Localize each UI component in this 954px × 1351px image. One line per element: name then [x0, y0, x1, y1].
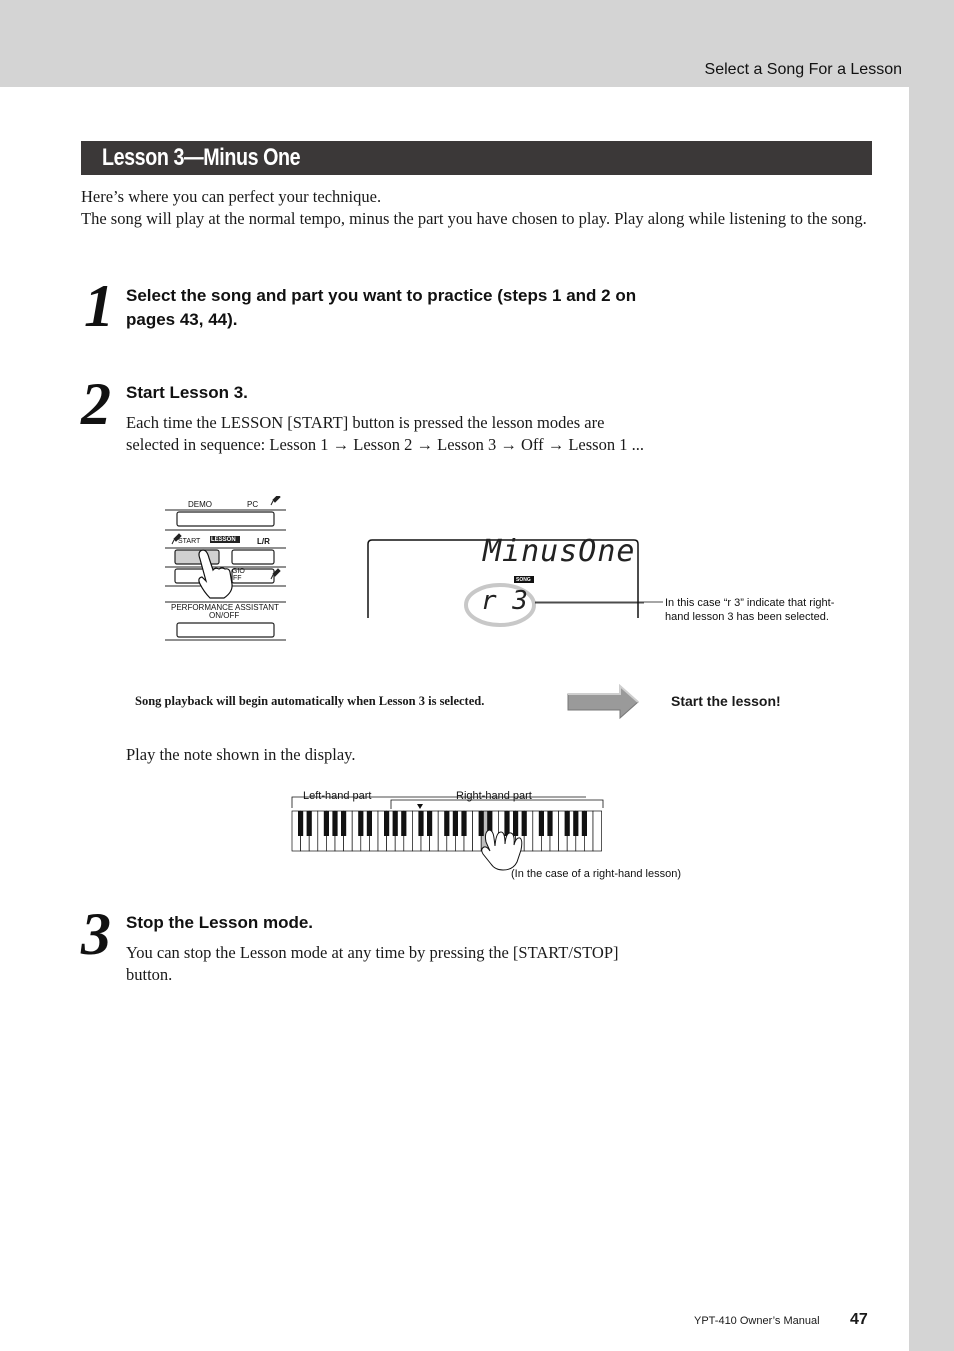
keyboard-illustration: [288, 794, 608, 876]
step-2-heading: Start Lesson 3.: [126, 383, 248, 402]
black-key: [479, 811, 484, 836]
intro-text: [81, 186, 876, 229]
button-panel-illustration: [160, 496, 290, 646]
black-key: [298, 811, 303, 836]
arpeggio-label: GIO: [232, 568, 245, 575]
black-key: [547, 811, 552, 836]
demo-label: DEMO: [188, 500, 212, 509]
black-key: [461, 811, 466, 836]
black-key: [582, 811, 587, 836]
flow-left-caption: Song playback will begin automatically when Lesson 3 is selected.: [135, 694, 485, 708]
pc-label: PC: [247, 500, 259, 509]
black-key: [513, 811, 518, 836]
case-note: (In the case of a right-hand lesson): [511, 868, 681, 880]
step-1-number: 1: [84, 273, 114, 339]
black-key: [565, 811, 570, 836]
intro-line-1: Here’s where you can perfect your technique.: [81, 187, 382, 206]
pa-button: [177, 623, 274, 637]
black-key: [367, 811, 372, 836]
annotation-leader-line: [535, 600, 665, 604]
lr-button: [232, 550, 274, 564]
flow-right-caption: Start the lesson!: [671, 693, 781, 709]
black-key: [307, 811, 312, 836]
lesson-title: Lesson 3—Minus One: [102, 144, 301, 171]
pencil-icon: [271, 496, 280, 505]
black-key: [427, 811, 432, 836]
black-key: [539, 811, 544, 836]
black-key: [358, 811, 363, 836]
step-2-number: 2: [81, 371, 111, 437]
black-key: [324, 811, 329, 836]
intro-line-2: The song will play at the normal tempo, minus the part you have chosen to play. Play along while listening to the song.: [81, 208, 867, 228]
lesson-label: LESSON: [211, 537, 236, 543]
black-key: [504, 811, 509, 836]
annotation-line-2: hand lesson 3 has been selected.: [665, 611, 829, 623]
lcd-sub-text: r 3: [481, 586, 528, 616]
step-3-number: 3: [81, 901, 111, 967]
step-3-body: You can stop the Lesson mode at any time by pressing the [START/STOP] button.: [126, 943, 619, 984]
black-key: [341, 811, 346, 836]
step-3-heading: Stop the Lesson mode.: [126, 913, 314, 932]
black-key: [522, 811, 527, 836]
black-key: [418, 811, 423, 836]
black-key: [401, 811, 406, 836]
pa-label-line1: PERFORMANCE ASSISTANT: [171, 603, 279, 612]
right-hand-label: Right-hand part: [456, 790, 532, 802]
step-2-body: Each time the LESSON [START] button is pressed the lesson modes are selected in sequence: Lesson 1 → Lesson 2 → Lesson 3 → Off → Lesson 1 ...: [126, 413, 644, 454]
off-label: FF: [233, 575, 242, 582]
pa-label-line2: ON/OFF: [209, 611, 240, 620]
section-title: Select a Song For a Lesson: [704, 61, 902, 78]
step-1-heading: Select the song and part you want to practice (steps 1 and 2 on pages 43, 44).: [126, 286, 637, 329]
play-note-text: Play the note shown in the display.: [126, 745, 356, 764]
annotation-line-1: In this case “r 3” indicate that right-: [665, 597, 835, 609]
song-badge: SONG: [516, 577, 531, 583]
black-key: [453, 811, 458, 836]
lr-label: L/R: [257, 537, 270, 546]
black-key: [444, 811, 449, 836]
black-key: [573, 811, 578, 836]
black-key: [393, 811, 398, 836]
black-key: [384, 811, 389, 836]
right-arrow-icon: [566, 684, 640, 720]
demo-button: [177, 512, 274, 526]
side-margin-band: [909, 87, 954, 1351]
start-label: START: [178, 538, 201, 545]
white-key: [593, 811, 602, 851]
lesson-heading-bar: [81, 141, 872, 175]
left-hand-label: Left-hand part: [303, 790, 372, 802]
lesson-start-button: [175, 550, 219, 564]
lcd-main-text: MinusOne: [483, 534, 636, 569]
footer-manual: YPT-410 Owner’s Manual: [694, 1315, 820, 1327]
page-number: 47: [850, 1311, 868, 1328]
black-key: [332, 811, 337, 836]
